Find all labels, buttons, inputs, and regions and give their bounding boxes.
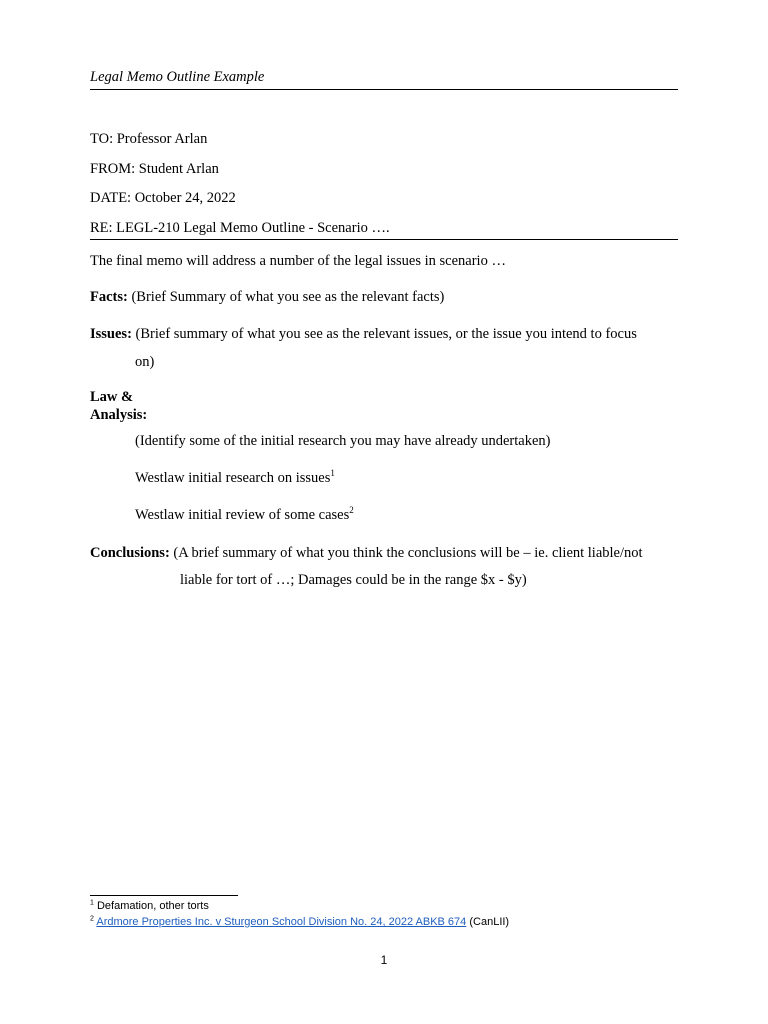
law-analysis-item-westlaw-issues [135,470,335,487]
conclusions-paragraph [90,545,643,562]
facts-text: (Brief Summary of what you see as the relevant facts) [127,289,445,305]
law-analysis-label-line2: Analysis: [90,407,148,423]
footnote-2 [90,916,509,928]
footnote-ref-2[interactable]: 2 [349,505,354,516]
westlaw-cases-text: Westlaw initial review of some cases [135,507,350,523]
case-citation-link[interactable]: Ardmore Properties Inc. v Sturgeon School Division No. 24, 2022 ABKB 674 [96,916,467,928]
memo-intro: The final memo will address a number of the legal issues in scenario … [90,253,506,269]
facts-paragraph [90,289,444,306]
memo-date: DATE: October 24, 2022 [90,190,236,206]
footnote-ref-1[interactable]: 1 [330,468,335,479]
page-number: 1 [380,953,388,967]
issues-label: Issues: [90,326,132,342]
law-analysis-label-line1: Law & [90,389,134,405]
facts-label: Facts: [90,289,128,305]
memo-head-rule [90,239,678,240]
issues-paragraph [90,326,637,343]
issues-text-line2: on) [135,354,155,370]
document-header-title: Legal Memo Outline Example [90,69,265,85]
memo-to: TO: Professor Arlan [90,131,208,147]
westlaw-issues-text: Westlaw initial research on issues [135,470,331,486]
footnote-separator [90,895,238,896]
memo-re: RE: LEGL-210 Legal Memo Outline - Scenario …. [90,220,390,236]
footnote-1 [90,900,209,912]
conclusions-text-line2: liable for tort of …; Damages could be in the range $x - $y) [180,572,527,588]
law-analysis-item-identify: (Identify some of the initial research you may have already undertaken) [135,433,551,449]
header-rule [90,89,678,90]
law-analysis-item-westlaw-cases [135,507,354,524]
issues-text-line1: (Brief summary of what you see as the relevant issues, or the issue you intend to focus [131,326,637,342]
memo-from: FROM: Student Arlan [90,161,219,177]
footnote-2-suffix: (CanLII) [466,916,510,928]
footnote-1-number: 1 [90,899,94,907]
footnote-1-text: Defamation, other torts [96,900,209,912]
footnote-2-number: 2 [90,915,94,923]
conclusions-label: Conclusions: [90,545,170,561]
conclusions-text-line1: (A brief summary of what you think the conclusions will be – ie. client liable/not [169,545,643,561]
